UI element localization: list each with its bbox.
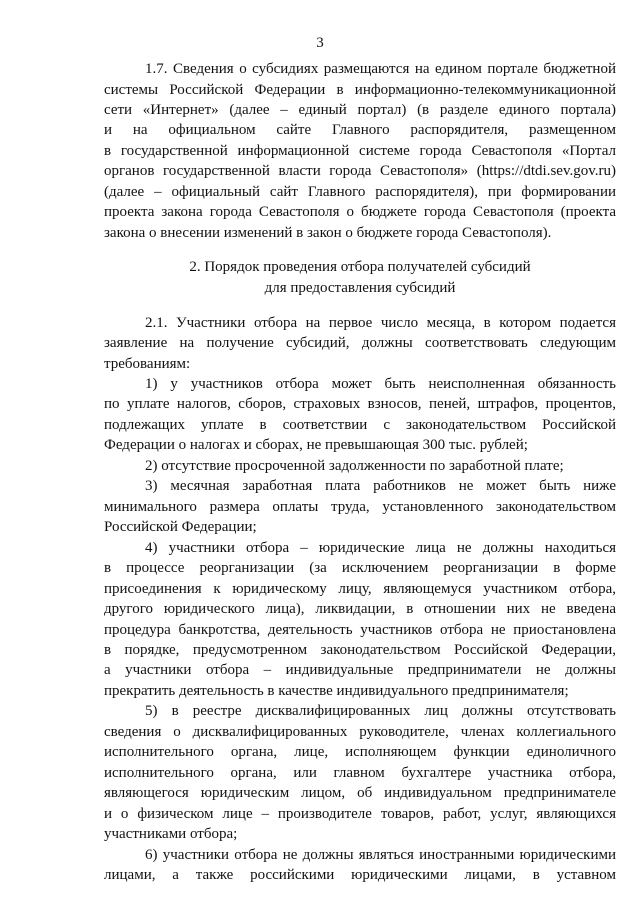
paragraph-1-7-line: проекта закона города Севастополя о бюджете города Севастополя (проекта <box>104 204 616 221</box>
list-item-line: в порядке, предусмотренном законодательством Российской Федерации, <box>104 641 616 658</box>
list-item-line: Российской Федерации; <box>104 519 257 536</box>
paragraph-1-7-line: (далее – официальный сайт Главного распорядителя), при формировании <box>104 183 616 200</box>
list-item-line: исполнительного органа, лице, исполняющем функции единоличного <box>104 744 616 761</box>
list-item-line: и о физическом лице – производителе товаров, работ, услуг, являющихся <box>104 805 616 822</box>
list-item-line: сведения о дисквалифицированных руководителе, членах коллегиального <box>104 723 616 740</box>
section-heading: 2. Порядок проведения отбора получателей субсидий <box>189 259 531 276</box>
list-item-line: 5) в реестре дисквалифицированных лиц должны отсутствовать <box>145 703 616 720</box>
list-item-line: а участники отбора – индивидуальные предприниматели не должны <box>104 662 616 679</box>
list-item-line: прекратить деятельность в качестве индивидуального предпринимателя; <box>104 682 569 699</box>
paragraph-1-7-line: системы Российской Федерации в информационно-телекоммуникационной <box>104 81 616 98</box>
list-item-line: Федерации о налогах и сборах, не превышающая 300 тыс. рублей; <box>104 437 528 454</box>
section-heading: для предоставления субсидий <box>264 279 456 296</box>
page-number: 3 <box>316 35 324 51</box>
paragraph-1-7-line: 1.7. Сведения о субсидиях размещаются на едином портале бюджетной <box>145 61 616 77</box>
paragraph-1-7-line: закона о внесении изменений в закон о бюджете города Севастополя). <box>104 224 552 241</box>
list-item-line: 6) участники отбора не должны являться иностранными юридическими <box>145 846 616 863</box>
list-item-line: 2) отсутствие просроченной задолженности по заработной плате; <box>145 457 564 474</box>
list-item-line: по уплате налогов, сборов, страховых взносов, пеней, штрафов, процентов, <box>104 396 616 413</box>
list-item-line: являющегося юридическим лицом, об индивидуальном предпринимателе <box>104 785 616 802</box>
list-item-line: подлежащих уплате в соответствии с законодательством Российской <box>104 416 616 433</box>
list-item-line: участниками отбора; <box>104 826 238 843</box>
list-item-line: процедура банкротства, деятельность участников отбора не приостановлена <box>104 621 616 638</box>
paragraph-1-7-line: сети «Интернет» (далее – единый портал) (в разделе единого портала) <box>104 101 616 118</box>
list-item-line: 4) участники отбора – юридические лица не должны находиться <box>145 539 616 556</box>
list-item-line: в процессе реорганизации (за исключением реорганизации в форме <box>104 560 616 577</box>
list-item-line: лицами, а также российскими юридическими лицами, в уставном <box>104 867 616 883</box>
paragraph-1-7-line: в государственной информационной системе города Севастополя «Портал <box>104 142 616 159</box>
paragraph-2-1-line: заявление на получение субсидий, должны соответствовать следующим <box>104 335 616 351</box>
list-item-line: минимального размера оплаты труда, установленного законодательством <box>104 498 616 515</box>
list-item-line: 1) у участников отбора может быть неисполненная обязанность <box>145 375 616 392</box>
paragraph-1-7-line: органов государственной власти города Севастополя» (https://dtdi.sev.gov.ru) <box>104 163 616 180</box>
paragraph-2-1-line: требованиям: <box>104 355 191 372</box>
paragraph-1-7-line: и на официальном сайте Главного распорядителя, размещенном <box>104 122 616 139</box>
list-item-line: присоединения к юридическому лицу, являющемуся участником отбора, <box>104 580 616 597</box>
list-item-line: исполнительного органа, или главном бухгалтере участника отбора, <box>104 764 616 781</box>
list-item-line: 3) месячная заработная плата работников не может быть ниже <box>145 478 616 495</box>
list-item-line: другого юридического лица), ликвидации, в отношении них не введена <box>104 601 616 617</box>
paragraph-2-1-line: 2.1. Участники отбора на первое число месяца, в котором подается <box>145 314 616 331</box>
